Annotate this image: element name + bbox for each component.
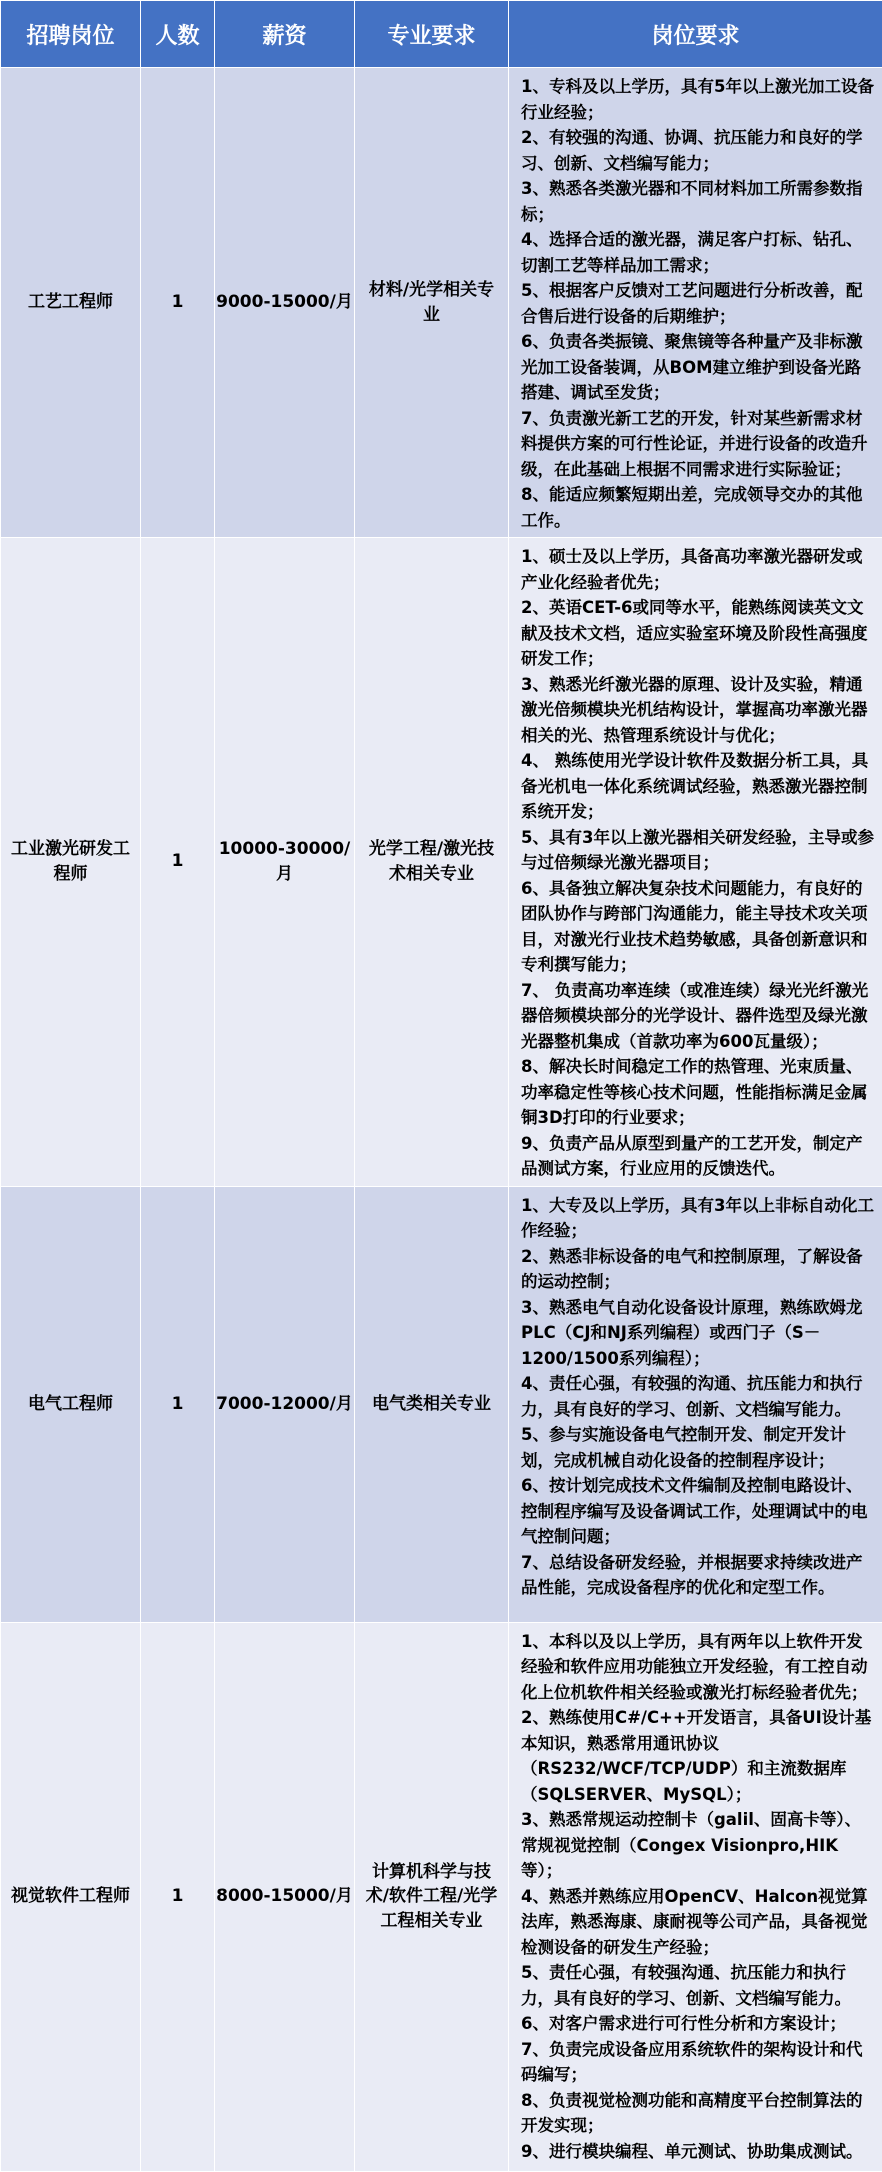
cell-requirements: [509, 1622, 882, 2171]
requirement-item: 7、负责完成设备应用系统软件的架构设计和代码编写；: [521, 2037, 876, 2088]
requirement-item: 6、对客户需求进行可行性分析和方案设计；: [521, 2011, 876, 2037]
requirement-item: 6、按计划完成技术文件编制及控制电路设计、控制程序编写及设备调试工作，处理调试中的电气控制问题；: [521, 1473, 876, 1550]
requirement-item: 7、负责激光新工艺的开发，针对某些新需求材料提供方案的可行性论证，并进行设备的改造升级，在此基础上根据不同需求进行实际验证；: [521, 406, 876, 483]
requirement-item: 3、熟悉电气自动化设备设计原理，熟练欧姆龙PLC（CJ和NJ系列编程）或西门子（S－1200/1500系列编程）；: [521, 1295, 876, 1372]
header-count: 人数: [141, 1, 215, 68]
requirement-item: 9、负责产品从原型到量产的工艺开发，制定产品测试方案，行业应用的反馈迭代。: [521, 1131, 876, 1182]
cell-position: 工艺工程师: [1, 68, 141, 538]
table-row: [1, 1186, 882, 1622]
requirement-item: 2、熟练使用C#/C++开发语言，具备UI设计基本知识，熟悉常用通讯协议（RS232/WCF/TCP/UDP）和主流数据库（SQLSERVER、MySQL）；: [521, 1705, 876, 1807]
requirement-item: 3、熟悉光纤激光器的原理、设计及实验，精通激光倍频模块光机结构设计，掌握高功率激光器相关的光、热管理系统设计与优化；: [521, 672, 876, 749]
requirement-item: 7、 负责高功率连续（或准连续）绿光光纤激光器倍频模块部分的光学设计、器件选型及绿光激光器整机集成（首款功率为600瓦量级）；: [521, 978, 876, 1055]
cell-requirements: [509, 538, 882, 1187]
cell-position: 电气工程师: [1, 1186, 141, 1622]
requirement-item: 6、具备独立解决复杂技术问题能力，有良好的团队协作与跨部门沟通能力，能主导技术攻关项目，对激光行业技术趋势敏感，具备创新意识和专利撰写能力；: [521, 876, 876, 978]
cell-count: 1: [141, 1622, 215, 2171]
requirement-item: 1、大专及以上学历，具有3年以上非标自动化工作经验；: [521, 1193, 876, 1244]
requirement-item: 4、选择合适的激光器，满足客户打标、钻孔、切割工艺等样品加工需求；: [521, 227, 876, 278]
cell-major: 材料/光学相关专业: [355, 68, 509, 538]
requirement-item: 1、硕士及以上学历，具备高功率激光器研发或产业化经验者优先；: [521, 544, 876, 595]
cell-requirements: [509, 68, 882, 538]
cell-position: 工业激光研发工程师: [1, 538, 141, 1187]
cell-salary: 10000-30000/月: [215, 538, 355, 1187]
requirement-item: 8、能适应频繁短期出差，完成领导交办的其他工作。: [521, 482, 876, 533]
requirement-item: 1、本科以及以上学历，具有两年以上软件开发经验和软件应用功能独立开发经验，有工控自动化上位机软件相关经验或激光打标经验者优先；: [521, 1629, 876, 1706]
cell-major: 光学工程/激光技术相关专业: [355, 538, 509, 1187]
cell-salary: 7000-12000/月: [215, 1186, 355, 1622]
requirement-item: 5、根据客户反馈对工艺问题进行分析改善，配合售后进行设备的后期维护；: [521, 278, 876, 329]
requirement-item: 4、责任心强，有较强的沟通、抗压能力和执行力，具有良好的学习、创新、文档编写能力。: [521, 1371, 876, 1422]
requirement-item: 5、具有3年以上激光器相关研发经验，主导或参与过倍频绿光激光器项目；: [521, 825, 876, 876]
header-major: 专业要求: [355, 1, 509, 68]
requirement-item: 2、有较强的沟通、协调、抗压能力和良好的学习、创新、文档编写能力；: [521, 125, 876, 176]
header-position: 招聘岗位: [1, 1, 141, 68]
requirement-item: 8、解决长时间稳定工作的热管理、光束质量、功率稳定性等核心技术问题，性能指标满足金属铜3D打印的行业要求；: [521, 1054, 876, 1131]
cell-major: 电气类相关专业: [355, 1186, 509, 1622]
cell-count: 1: [141, 68, 215, 538]
cell-salary: 9000-15000/月: [215, 68, 355, 538]
requirement-item: 7、总结设备研发经验，并根据要求持续改进产品性能，完成设备程序的优化和定型工作。: [521, 1550, 876, 1601]
table-row: [1, 538, 882, 1187]
table-header: [1, 1, 882, 68]
requirement-item: 8、负责视觉检测功能和高精度平台控制算法的开发实现；: [521, 2088, 876, 2139]
header-row: [1, 1, 882, 68]
requirement-item: 5、责任心强，有较强沟通、抗压能力和执行力，具有良好的学习、创新、文档编写能力。: [521, 1960, 876, 2011]
requirement-item: 1、专科及以上学历，具有5年以上激光加工设备行业经验；: [521, 74, 876, 125]
header-salary: 薪资: [215, 1, 355, 68]
cell-requirements: [509, 1186, 882, 1622]
header-requirements: 岗位要求: [509, 1, 882, 68]
cell-salary: 8000-15000/月: [215, 1622, 355, 2171]
cell-position: 视觉软件工程师: [1, 1622, 141, 2171]
table-row: [1, 1622, 882, 2171]
requirement-item: 4、熟悉并熟练应用OpenCV、Halcon视觉算法库，熟悉海康、康耐视等公司产品，具备视觉检测设备的研发生产经验；: [521, 1884, 876, 1961]
requirement-item: 5、参与实施设备电气控制开发、制定开发计划，完成机械自动化设备的控制程序设计；: [521, 1422, 876, 1473]
requirement-item: 3、熟悉各类激光器和不同材料加工所需参数指标；: [521, 176, 876, 227]
cell-major: 计算机科学与技术/软件工程/光学工程相关专业: [355, 1622, 509, 2171]
requirement-item: 6、负责各类振镜、聚焦镜等各种量产及非标激光加工设备装调，从BOM建立维护到设备光路搭建、调试至发货；: [521, 329, 876, 406]
requirement-item: 9、进行模块编程、单元测试、协助集成测试。: [521, 2139, 876, 2165]
requirement-item: 3、熟悉常规运动控制卡（galil、固高卡等）、常规视觉控制（Congex Visionpro,HIK等）；: [521, 1807, 876, 1884]
table-row: [1, 68, 882, 538]
cell-count: 1: [141, 538, 215, 1187]
requirement-item: 2、熟悉非标设备的电气和控制原理，了解设备的运动控制；: [521, 1244, 876, 1295]
cell-count: 1: [141, 1186, 215, 1622]
requirement-item: 2、英语CET-6或同等水平，能熟练阅读英文文献及技术文档，适应实验室环境及阶段性高强度研发工作；: [521, 595, 876, 672]
requirement-item: 4、 熟练使用光学设计软件及数据分析工具，具备光机电一体化系统调试经验，熟悉激光器控制系统开发；: [521, 748, 876, 825]
table-body: [1, 68, 882, 2172]
